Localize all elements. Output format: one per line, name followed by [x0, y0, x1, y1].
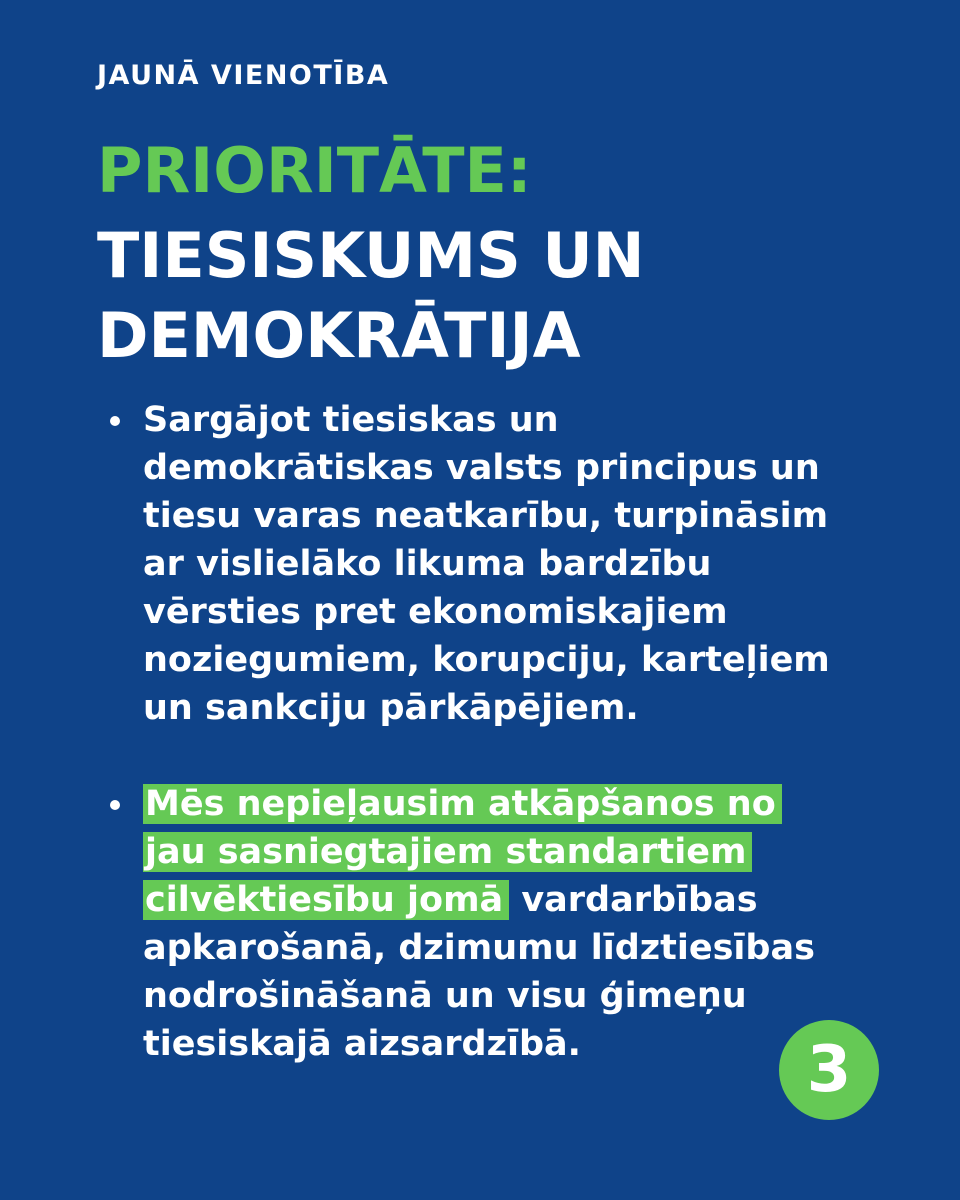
text-line: tiesu varas neatkarību, turpināsim: [143, 496, 829, 536]
list-item-text: [143, 396, 900, 732]
title-line-1: TIESISKUMS UN: [97, 219, 645, 292]
highlighted-text: jau sasniegtajiem standartiem: [143, 832, 752, 872]
highlighted-text: cilvēktiesību jomā: [143, 880, 509, 920]
text-line: [143, 876, 900, 924]
brand-name: JAUNĀ VIENOTĪBA: [97, 60, 390, 91]
page-title: [97, 216, 877, 376]
title-line-2: DEMOKRĀTIJA: [97, 299, 581, 372]
text-line: [143, 828, 900, 876]
text-line: vērsties pret ekonomiskajiem: [143, 592, 728, 632]
text-continuation: vardarbības: [509, 880, 758, 920]
bullet-icon: [110, 416, 120, 426]
text-line: noziegumiem, korupciju, karteļiem: [143, 640, 830, 680]
priority-label: PRIORITĀTE:: [97, 134, 532, 207]
text-line: nodrošināšanā un visu ģimeņu: [143, 976, 747, 1016]
bullet-icon: [110, 800, 120, 810]
highlighted-text: Mēs nepieļausim atkāpšanos no: [143, 784, 782, 824]
text-line: apkarošanā, dzimumu līdztiesības: [143, 928, 815, 968]
list-item-text: [143, 780, 900, 1068]
page-number-badge: 3: [779, 1020, 879, 1120]
text-line: demokrātiskas valsts principus un: [143, 448, 820, 488]
list-item: [110, 396, 900, 732]
text-line: [143, 780, 900, 828]
text-line: ar vislielāko likuma bardzību: [143, 544, 712, 584]
text-line: un sankciju pārkāpējiem.: [143, 688, 639, 728]
priority-list: [110, 396, 900, 1116]
text-line: tiesiskajā aizsardzībā.: [143, 1024, 581, 1064]
text-line: Sargājot tiesiskas un: [143, 400, 559, 440]
list-item: [110, 780, 900, 1068]
